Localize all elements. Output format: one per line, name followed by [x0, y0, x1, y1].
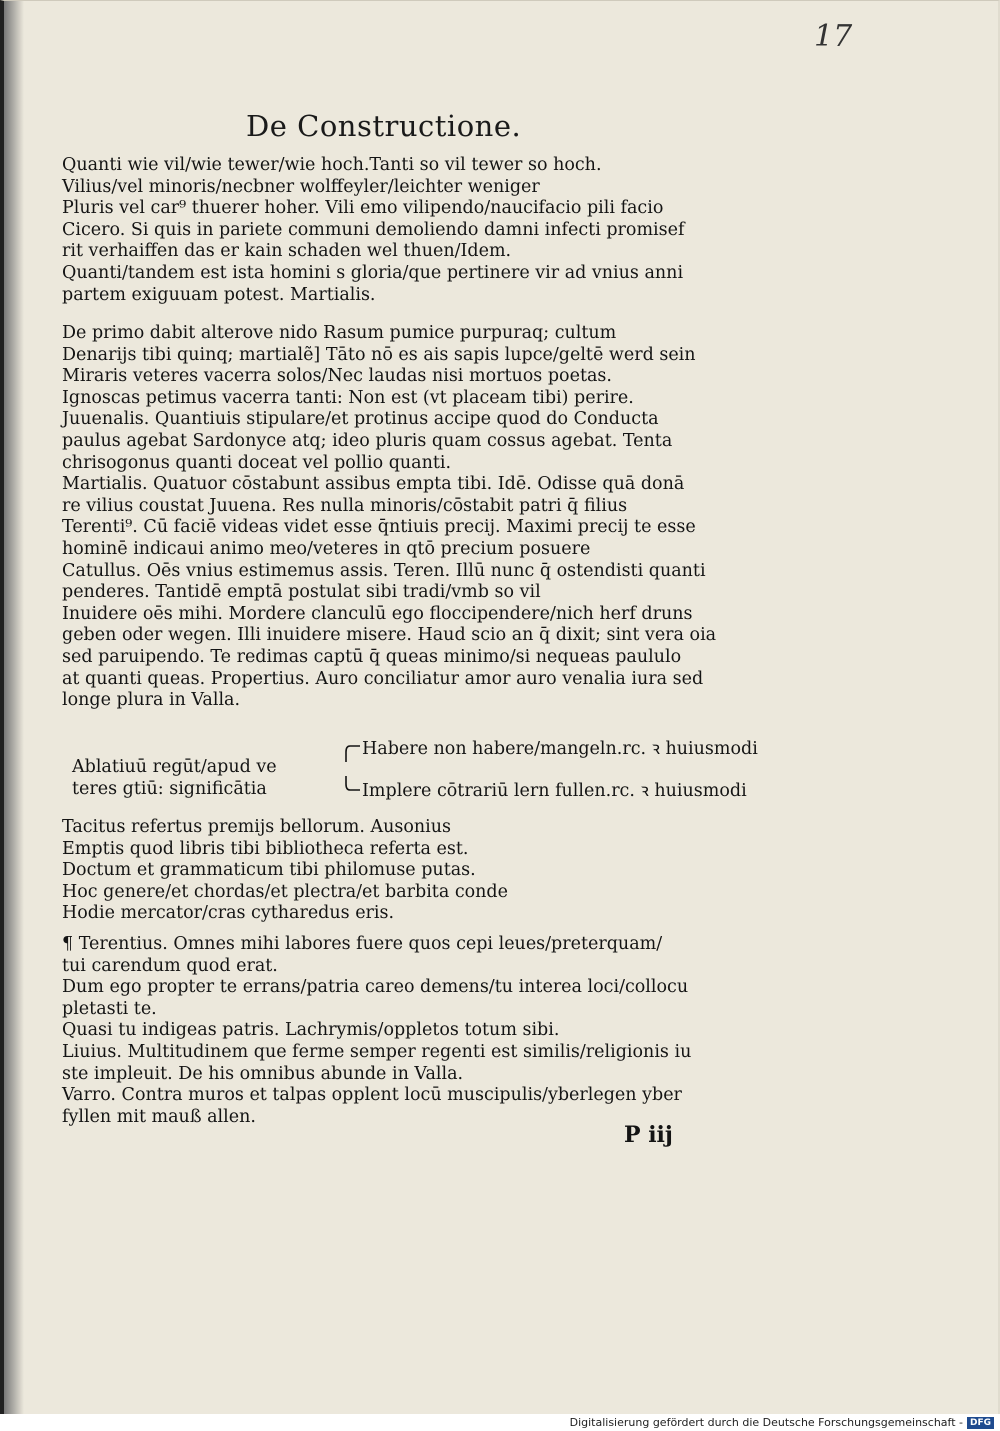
text-line: at quanti queas. Propertius. Auro conciliatur amor auro venalia iura sed	[62, 668, 704, 689]
brace-diagram	[62, 736, 762, 806]
text-line: re vilius coustat Juuena. Res nulla minoris/cōstabit patri q̄ filius	[62, 495, 628, 516]
text-line: Varro. Contra muros et talpas opplent locū muscipulis/yberlegen yber	[62, 1085, 682, 1106]
text-line: Vilius/vel minoris/necbner wolffeyler/leichter weniger	[62, 176, 540, 197]
text-line: Emptis quod libris tibi bibliotheca referta est.	[62, 838, 469, 859]
text-line: Juuenalis. Quantiuis stipulare/et protinus accipe quod do Conducta	[62, 409, 659, 430]
text-line: Catullus. Oēs vnius estimemus assis. Teren. Illū nunc q̄ ostendisti quanti	[62, 560, 706, 581]
text-line: Doctum et grammaticum tibi philomuse putas.	[62, 860, 476, 881]
text-line: chrisogonus quanti doceat vel pollio quanti.	[62, 452, 452, 473]
text-line: Quanti wie vil/wie tewer/wie hoch.Tanti so vil tewer so hoch.	[62, 155, 602, 175]
text-line: longe plura in Valla.	[62, 690, 241, 711]
text-line: Tacitus refertus premijs bellorum. Ausonius	[62, 817, 452, 837]
text-line: Pluris vel car⁹ thuerer hoher. Vili emo vilipendo/naucifacio pili facio	[62, 198, 664, 219]
page-number: 17	[814, 19, 853, 54]
footer-text: Digitalisierung gefördert durch die Deutsche Forschungsgemeinschaft -	[569, 1416, 963, 1429]
text-line: Cicero. Si quis in pariete communi demoliendo damni infecti promisef	[62, 219, 685, 240]
text-line: ¶ Terentius. Omnes mihi labores fuere quos cepi leues/preterquam/	[62, 934, 663, 954]
text-line: Quasi tu indigeas patris. Lachrymis/oppletos totum sibi.	[62, 1020, 560, 1041]
brace-top-text: Habere non habere/mangeln.rc. ꝛ huiusmodi	[362, 739, 758, 759]
text-line: penderes. Tantidē emptā postulat sibi tradi/vmb so vil	[62, 582, 541, 603]
text-line: De primo dabit alterove nido Rasum pumice purpuraq; cultum	[62, 323, 617, 343]
text-block-quanti	[62, 155, 684, 306]
text-block-tacitus	[62, 817, 508, 925]
text-line: hominē indicaui animo meo/veteres in qtō precium posuere	[62, 538, 591, 559]
text-line: Denarijs tibi quinq; martialẽ] Tāto nō es ais sapis lupce/geltē werd sein	[62, 344, 696, 365]
text-line: paulus agebat Sardonyce atq; ideo pluris quam cossus agebat. Tenta	[62, 430, 673, 451]
brace-icon	[284, 736, 364, 802]
text-block-terentius	[62, 934, 691, 1128]
text-line: rit verhaiffen das er kain schaden wel thuen/Idem.	[62, 241, 512, 262]
dfg-logo: DFG	[967, 1417, 994, 1429]
text-line: Ablatiuū regūt/apud ve	[72, 757, 277, 777]
text-line: geben oder wegen. Illi inuidere misere. Haud scio an q̄ dixit; sint vera oia	[62, 625, 717, 646]
text-line: tui carendum quod erat.	[62, 955, 278, 976]
text-line: pletasti te.	[62, 998, 157, 1019]
text-line: Dum ego propter te errans/patria careo demens/tu interea loci/collocu	[62, 977, 689, 998]
text-line: Ignoscas petimus vacerra tanti: Non est (vt placeam tibi) perire.	[62, 387, 634, 408]
brace-left-text	[72, 757, 277, 800]
text-line: sed paruipendo. Te redimas captū q̄ queas minimo/si nequeas paululo	[62, 646, 682, 667]
footer-credit	[570, 1414, 994, 1431]
text-line: Miraris veteres vacerra solos/Nec laudas nisi mortuos poetas.	[62, 366, 612, 387]
text-line: Terenti⁹. Cū faciē videas videt esse q̄ntiuis precij. Maximi precij te esse	[62, 517, 696, 538]
text-line: Martialis. Quatuor cōstabunt assibus empta tibi. Idē. Odisse quā donā	[62, 474, 685, 495]
text-line: Hoc genere/et chordas/et plectra/et barbita conde	[62, 881, 508, 902]
text-line: fyllen mit mauß allen.	[62, 1106, 256, 1127]
signature-mark: P iij	[624, 1122, 673, 1148]
brace-bottom-text: Implere cōtrariū lern fullen.rc. ꝛ huiusmodi	[362, 781, 747, 801]
text-line: Liuius. Multitudinem que ferme semper regenti est similis/religionis iu	[62, 1041, 692, 1062]
text-line: partem exiguuam potest. Martialis.	[62, 284, 376, 305]
text-line: Quanti/tandem est ista homini s gloria/que pertinere vir ad vnius anni	[62, 262, 684, 283]
text-line: Hodie mercator/cras cytharedus eris.	[62, 903, 395, 924]
text-line: ste impleuit. De his omnibus abunde in Valla.	[62, 1063, 464, 1084]
text-line: Inuidere oēs mihi. Mordere clanculū ego floccipendere/nich herf druns	[62, 603, 693, 624]
text-line: teres gtiū: significātia	[72, 778, 267, 799]
text-block-martialis	[62, 323, 716, 712]
page-title: De Constructione.	[246, 109, 522, 143]
